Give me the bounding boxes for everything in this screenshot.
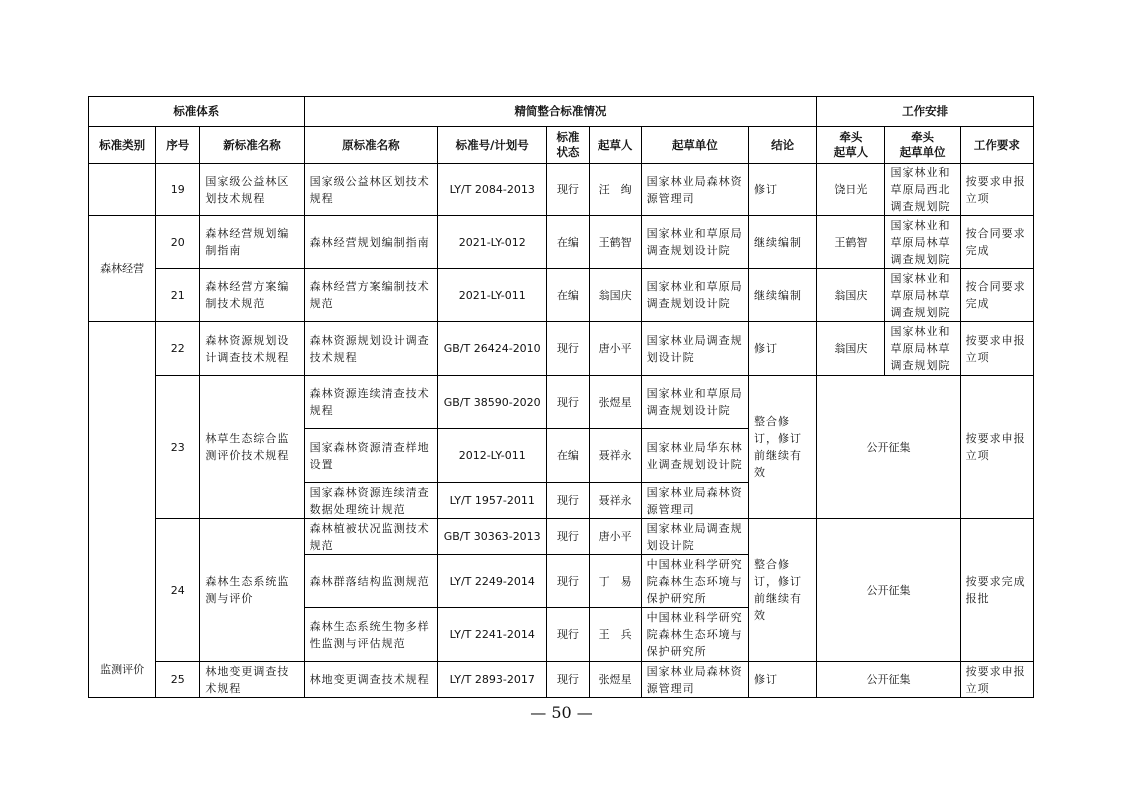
status-cell: 在编 bbox=[547, 216, 589, 269]
orig-name-cell: 森林资源连续清查技术规程 bbox=[304, 376, 437, 429]
drafter-cell: 唐小平 bbox=[589, 519, 641, 555]
seq-cell: 25 bbox=[156, 662, 200, 698]
std-no-cell: LY/T 2249-2014 bbox=[438, 555, 547, 608]
header-group-system: 标准体系 bbox=[89, 97, 305, 127]
conclusion-cell: 继续编制 bbox=[748, 269, 816, 322]
lead-drafter-cell: 饶日光 bbox=[817, 164, 885, 216]
table-row bbox=[89, 519, 1034, 555]
drafter-cell: 张煜星 bbox=[589, 376, 641, 429]
table-row bbox=[89, 376, 1034, 429]
std-no-cell: 2021-LY-011 bbox=[438, 269, 547, 322]
std-no-cell: LY/T 2084-2013 bbox=[438, 164, 547, 216]
header-std-no: 标准号/计划号 bbox=[438, 127, 547, 164]
std-no-cell: LY/T 2893-2017 bbox=[438, 662, 547, 698]
status-cell: 现行 bbox=[547, 519, 589, 555]
seq-cell: 21 bbox=[156, 269, 200, 322]
std-no-cell: GB/T 30363-2013 bbox=[438, 519, 547, 555]
std-no-cell: 2012-LY-011 bbox=[438, 429, 547, 483]
unit-cell: 中国林业科学研究院森林生态环境与保护研究所 bbox=[641, 608, 748, 662]
std-no-cell: LY/T 2241-2014 bbox=[438, 608, 547, 662]
status-cell: 在编 bbox=[547, 429, 589, 483]
conclusion-cell: 继续编制 bbox=[748, 216, 816, 269]
status-cell: 现行 bbox=[547, 376, 589, 429]
requirement-cell: 按要求完成报批 bbox=[960, 519, 1033, 662]
table-row bbox=[89, 269, 1034, 322]
new-name-cell: 森林经营规划编制指南 bbox=[200, 216, 304, 269]
header-category: 标准类别 bbox=[89, 127, 156, 164]
orig-name-cell: 国家森林资源清查样地设置 bbox=[304, 429, 437, 483]
header-conclusion: 结论 bbox=[748, 127, 816, 164]
new-name-cell: 森林经营方案编制技术规范 bbox=[200, 269, 304, 322]
header-unit: 起草单位 bbox=[641, 127, 748, 164]
seq-cell: 22 bbox=[156, 322, 200, 376]
unit-cell: 国家林业和草原局调查规划设计院 bbox=[641, 216, 748, 269]
orig-name-cell: 森林经营规划编制指南 bbox=[304, 216, 437, 269]
drafter-cell: 丁 易 bbox=[589, 555, 641, 608]
unit-cell: 国家林业局森林资源管理司 bbox=[641, 662, 748, 698]
new-name-cell: 林地变更调查技术规程 bbox=[200, 662, 304, 698]
column-header-row bbox=[89, 127, 1034, 164]
drafter-cell: 聂祥永 bbox=[589, 483, 641, 519]
work-cell: 公开征集 bbox=[817, 519, 960, 662]
header-drafter: 起草人 bbox=[589, 127, 641, 164]
table-row bbox=[89, 662, 1034, 698]
header-group-work: 工作安排 bbox=[817, 97, 1034, 127]
header-status: 标准 状态 bbox=[547, 127, 589, 164]
table-row bbox=[89, 322, 1034, 376]
header-seq: 序号 bbox=[156, 127, 200, 164]
lead-unit-cell: 国家林业和草原局林草调查规划院 bbox=[885, 216, 960, 269]
unit-cell: 国家林业局调查规划设计院 bbox=[641, 519, 748, 555]
unit-cell: 国家林业局调查规划设计院 bbox=[641, 322, 748, 376]
category-forest-mgmt: 森林经营 bbox=[89, 216, 156, 322]
header-lead-unit: 牵头 起草单位 bbox=[885, 127, 960, 164]
orig-name-cell: 林地变更调查技术规程 bbox=[304, 662, 437, 698]
lead-drafter-cell: 王鹤智 bbox=[817, 216, 885, 269]
header-orig-name: 原标准名称 bbox=[304, 127, 437, 164]
status-cell: 现行 bbox=[547, 662, 589, 698]
lead-unit-cell: 国家林业和草原局林草调查规划院 bbox=[885, 269, 960, 322]
seq-cell: 23 bbox=[156, 376, 200, 519]
drafter-cell: 汪 绚 bbox=[589, 164, 641, 216]
orig-name-cell: 森林群落结构监测规范 bbox=[304, 555, 437, 608]
new-name-cell: 森林资源规划设计调查技术规程 bbox=[200, 322, 304, 376]
unit-cell: 国家林业局华东林业调查规划设计院 bbox=[641, 429, 748, 483]
new-name-cell: 国家级公益林区划技术规程 bbox=[200, 164, 304, 216]
category-monitoring: 监测评价 bbox=[89, 322, 156, 698]
status-cell: 现行 bbox=[547, 483, 589, 519]
seq-cell: 24 bbox=[156, 519, 200, 662]
drafter-cell: 唐小平 bbox=[589, 322, 641, 376]
seq-cell: 20 bbox=[156, 216, 200, 269]
conclusion-cell: 修订 bbox=[748, 662, 816, 698]
standards-table bbox=[88, 96, 1034, 698]
conclusion-cell: 整合修订，修订前继续有效 bbox=[748, 519, 816, 662]
requirement-cell: 按要求申报立项 bbox=[960, 322, 1033, 376]
lead-unit-cell: 国家林业和草原局林草调查规划院 bbox=[885, 322, 960, 376]
category-cell-empty bbox=[89, 164, 156, 216]
lead-drafter-cell: 翁国庆 bbox=[817, 322, 885, 376]
requirement-cell: 按要求申报立项 bbox=[960, 164, 1033, 216]
std-no-cell: 2021-LY-012 bbox=[438, 216, 547, 269]
header-requirement: 工作要求 bbox=[960, 127, 1033, 164]
page-number: — 50 — bbox=[530, 703, 593, 722]
orig-name-cell: 森林植被状况监测技术规范 bbox=[304, 519, 437, 555]
lead-drafter-cell: 翁国庆 bbox=[817, 269, 885, 322]
status-cell: 在编 bbox=[547, 269, 589, 322]
status-cell: 现行 bbox=[547, 608, 589, 662]
requirement-cell: 按合同要求完成 bbox=[960, 216, 1033, 269]
orig-name-cell: 国家森林资源连续清查数据处理统计规范 bbox=[304, 483, 437, 519]
drafter-cell: 张煜星 bbox=[589, 662, 641, 698]
requirement-cell: 按合同要求完成 bbox=[960, 269, 1033, 322]
lead-unit-cell: 国家林业和草原局西北调查规划院 bbox=[885, 164, 960, 216]
orig-name-cell: 森林生态系统生物多样性监测与评估规范 bbox=[304, 608, 437, 662]
conclusion-cell: 修订 bbox=[748, 322, 816, 376]
unit-cell: 国家林业局森林资源管理司 bbox=[641, 164, 748, 216]
status-cell: 现行 bbox=[547, 555, 589, 608]
new-name-cell: 林草生态综合监测评价技术规程 bbox=[200, 376, 304, 519]
status-cell: 现行 bbox=[547, 322, 589, 376]
group-header-row bbox=[89, 97, 1034, 127]
seq-cell: 19 bbox=[156, 164, 200, 216]
unit-cell: 中国林业科学研究院森林生态环境与保护研究所 bbox=[641, 555, 748, 608]
orig-name-cell: 森林经营方案编制技术规范 bbox=[304, 269, 437, 322]
drafter-cell: 翁国庆 bbox=[589, 269, 641, 322]
work-cell: 公开征集 bbox=[817, 662, 960, 698]
requirement-cell: 按要求申报立项 bbox=[960, 662, 1033, 698]
unit-cell: 国家林业和草原局调查规划设计院 bbox=[641, 376, 748, 429]
orig-name-cell: 国家级公益林区划技术规程 bbox=[304, 164, 437, 216]
header-new-name: 新标准名称 bbox=[200, 127, 304, 164]
drafter-cell: 聂祥永 bbox=[589, 429, 641, 483]
new-name-cell: 森林生态系统监测与评价 bbox=[200, 519, 304, 662]
table-row bbox=[89, 216, 1034, 269]
drafter-cell: 王鹤智 bbox=[589, 216, 641, 269]
std-no-cell: GB/T 38590-2020 bbox=[438, 376, 547, 429]
orig-name-cell: 森林资源规划设计调查技术规程 bbox=[304, 322, 437, 376]
header-group-integration: 精简整合标准情况 bbox=[304, 97, 817, 127]
conclusion-cell: 修订 bbox=[748, 164, 816, 216]
unit-cell: 国家林业局森林资源管理司 bbox=[641, 483, 748, 519]
std-no-cell: LY/T 1957-2011 bbox=[438, 483, 547, 519]
header-lead-drafter: 牵头 起草人 bbox=[817, 127, 885, 164]
unit-cell: 国家林业和草原局调查规划设计院 bbox=[641, 269, 748, 322]
requirement-cell: 按要求申报立项 bbox=[960, 376, 1033, 519]
std-no-cell: GB/T 26424-2010 bbox=[438, 322, 547, 376]
table-row bbox=[89, 164, 1034, 216]
status-cell: 现行 bbox=[547, 164, 589, 216]
drafter-cell: 王 兵 bbox=[589, 608, 641, 662]
conclusion-cell: 整合修订，修订前继续有效 bbox=[748, 376, 816, 519]
work-cell: 公开征集 bbox=[817, 376, 960, 519]
